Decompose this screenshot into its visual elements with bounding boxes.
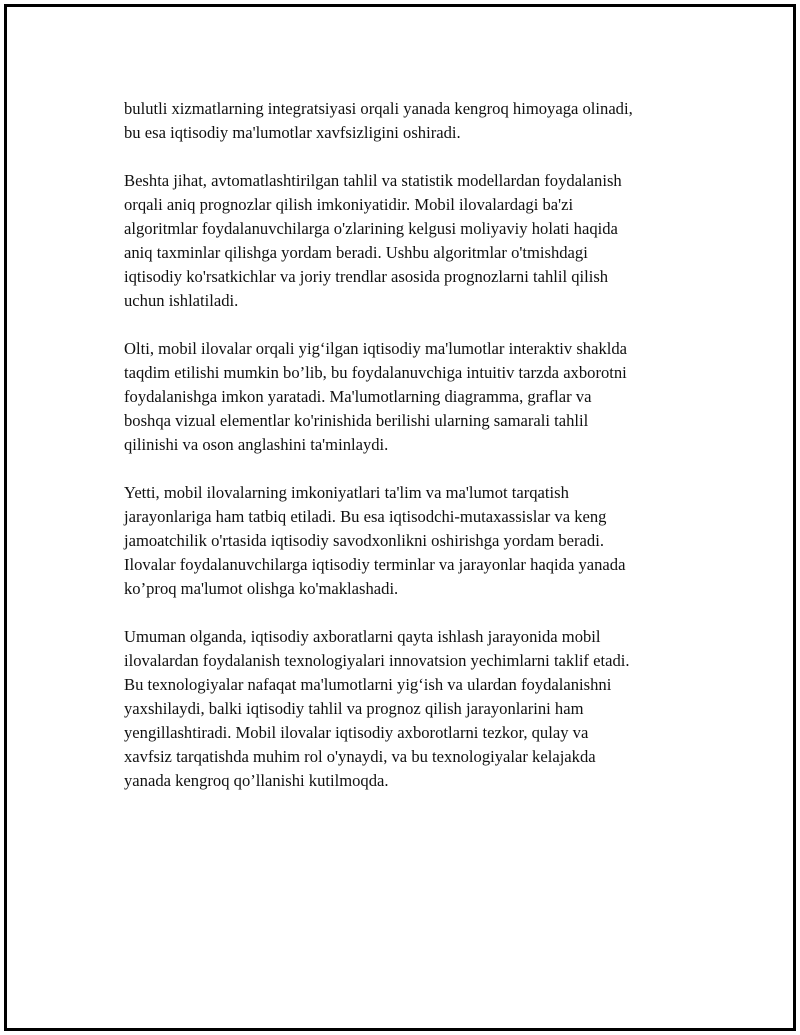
text-line: taqdim etilishi mumkin bo’lib, bu foydalanuvchiga intuitiv tarzda axborotni xyxy=(124,363,627,382)
page-frame xyxy=(4,4,796,1031)
paragraph-1 xyxy=(124,97,714,145)
paragraph-3 xyxy=(124,337,714,457)
text-line: uchun ishlatiladi. xyxy=(124,291,239,310)
text-line: foydalanishga imkon yaratadi. Ma'lumotlarning diagramma, graflar va xyxy=(124,387,592,406)
text-line: jarayonlariga ham tatbiq etiladi. Bu esa iqtisodchi-mutaxassislar va keng xyxy=(124,507,607,526)
text-line: Ilovalar foydalanuvchilarga iqtisodiy terminlar va jarayonlar haqida yanada xyxy=(124,555,626,574)
text-line: qilinishi va oson anglashini ta'minlaydi. xyxy=(124,435,389,454)
text-line: ko’proq ma'lumot olishga ko'maklashadi. xyxy=(124,579,399,598)
paragraph-4 xyxy=(124,481,714,601)
text-line: boshqa vizual elementlar ko'rinishida berilishi ularning samarali tahlil xyxy=(124,411,589,430)
paragraph-2 xyxy=(124,169,714,313)
text-line: Umuman olganda, iqtisodiy axboratlarni qayta ishlash jarayonida mobil xyxy=(124,627,601,646)
text-line: Yetti, mobil ilovalarning imkoniyatlari ta'lim va ma'lumot tarqatish xyxy=(124,483,569,502)
text-line: yanada kengroq qo’llanishi kutilmoqda. xyxy=(124,771,389,790)
paragraph-5 xyxy=(124,625,714,793)
text-line: algoritmlar foydalanuvchilarga o'zlarining kelgusi moliyaviy holati haqida xyxy=(124,219,618,238)
text-line: yengillashtiradi. Mobil ilovalar iqtisodiy axborotlarni tezkor, qulay va xyxy=(124,723,589,742)
document-body xyxy=(124,97,714,817)
text-line: aniq taxminlar qilishga yordam beradi. Ushbu algoritmlar o'tmishdagi xyxy=(124,243,588,262)
text-line: bu esa iqtisodiy ma'lumotlar xavfsizligini oshiradi. xyxy=(124,123,461,142)
text-line: jamoatchilik o'rtasida iqtisodiy savodxonlikni oshirishga yordam beradi. xyxy=(124,531,604,550)
text-line: orqali aniq prognozlar qilish imkoniyatidir. Mobil ilovalardagi ba'zi xyxy=(124,195,574,214)
text-line: xavfsiz tarqatishda muhim rol o'ynaydi, va bu texnologiyalar kelajakda xyxy=(124,747,596,766)
text-line: Beshta jihat, avtomatlashtirilgan tahlil va statistik modellardan foydalanish xyxy=(124,171,622,190)
text-line: Bu texnologiyalar nafaqat ma'lumotlarni yig‘ish va ulardan foydalanishni xyxy=(124,675,612,694)
text-line: yaxshilaydi, balki iqtisodiy tahlil va prognoz qilish jarayonlarini ham xyxy=(124,699,584,718)
text-line: iqtisodiy ko'rsatkichlar va joriy trendlar asosida prognozlarni tahlil qilish xyxy=(124,267,609,286)
text-line: bulutli xizmatlarning integratsiyasi orqali yanada kengroq himoyaga olinadi, xyxy=(124,99,633,118)
text-line: ilovalardan foydalanish texnologiyalari innovatsion yechimlarni taklif etadi. xyxy=(124,651,630,670)
text-line: Olti, mobil ilovalar orqali yig‘ilgan iqtisodiy ma'lumotlar interaktiv shaklda xyxy=(124,339,628,358)
